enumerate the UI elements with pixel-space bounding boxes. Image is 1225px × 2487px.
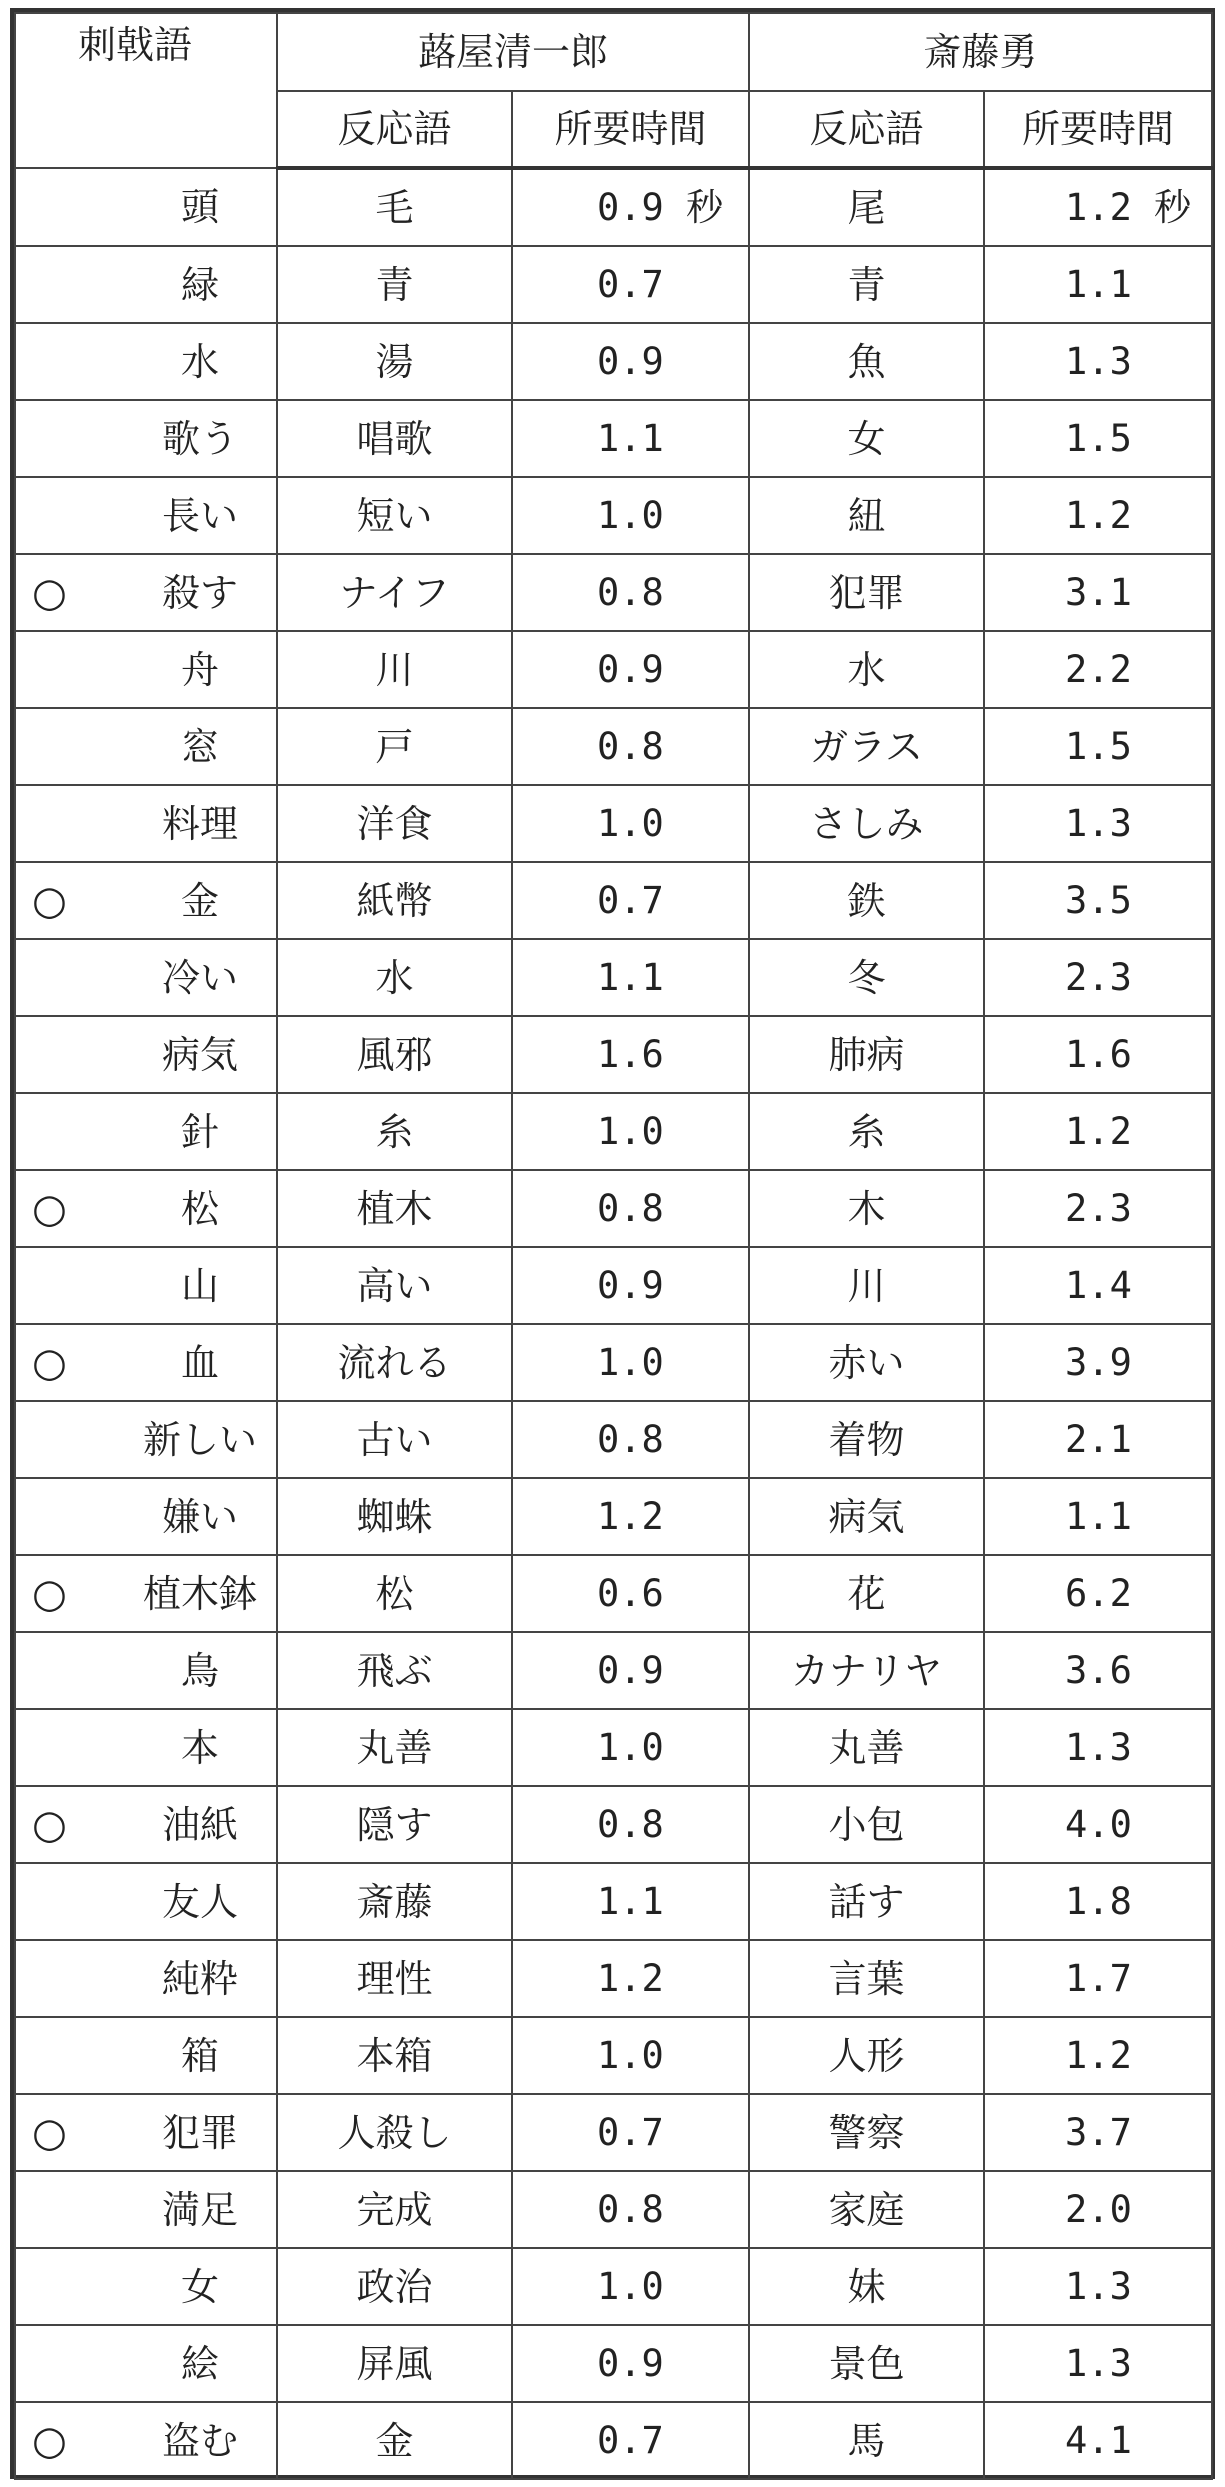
subject2-time-cell: 1.4 xyxy=(984,1247,1212,1324)
table-row xyxy=(15,939,1212,1016)
subject1-header: 蕗屋清一郎 xyxy=(277,13,749,91)
stimulus-word: 針 xyxy=(180,1109,219,1154)
table-row xyxy=(15,2325,1212,2402)
subject2-time-cell: 1.7 xyxy=(984,1940,1212,2017)
subject1-response-cell: 短い xyxy=(277,477,512,554)
subject2-time-cell: 4.0 xyxy=(984,1786,1212,1863)
stimulus-cell xyxy=(15,708,277,785)
subject1-response-cell: 唱歌 xyxy=(277,400,512,477)
stimulus-word: 油紙 xyxy=(161,1802,238,1847)
subject2-response-cell: 尾 xyxy=(749,168,984,246)
stimulus-word: 歌う xyxy=(161,416,238,461)
stimulus-cell xyxy=(15,2171,277,2248)
subject1-time-cell: 1.1 xyxy=(512,1863,749,1940)
subject1-response-cell: 理性 xyxy=(277,1940,512,2017)
subject1-time-cell: 0.8 xyxy=(512,708,749,785)
table-row xyxy=(15,1709,1212,1786)
critical-word-circle-mark: ○ xyxy=(32,1185,67,1232)
stimulus-word: 窓 xyxy=(180,724,219,769)
stimulus-cell xyxy=(15,1093,277,1170)
subject1-response-cell: 飛ぶ xyxy=(277,1632,512,1709)
table-row xyxy=(15,1401,1212,1478)
stimulus-word: 頭 xyxy=(180,185,219,229)
table-row xyxy=(15,477,1212,554)
subject2-time-cell: 1.3 xyxy=(984,1709,1212,1786)
subject1-response-cell: 湯 xyxy=(277,323,512,400)
subject1-time-cell: 1.0 xyxy=(512,1093,749,1170)
subject2-response-cell: 妹 xyxy=(749,2248,984,2325)
stimulus-word: 盗む xyxy=(161,2418,238,2463)
subject1-response-cell: 斎藤 xyxy=(277,1863,512,1940)
stimulus-cell xyxy=(15,1786,277,1863)
critical-word-circle-mark: ○ xyxy=(32,569,67,616)
subject1-response-cell: 紙幣 xyxy=(277,862,512,939)
table-row xyxy=(15,1940,1212,2017)
subject1-response-cell: 隠す xyxy=(277,1786,512,1863)
table-body xyxy=(15,168,1212,2479)
subject2-time-cell: 3.5 xyxy=(984,862,1212,939)
stimulus-cell xyxy=(15,323,277,400)
stimulus-cell xyxy=(15,2402,277,2479)
subject2-response-cell: 着物 xyxy=(749,1401,984,1478)
subject2-time-cell: 4.1 xyxy=(984,2402,1212,2479)
subject2-time-cell: 1.2 秒 xyxy=(984,168,1212,246)
subject1-time-cell: 0.9 xyxy=(512,1247,749,1324)
stimulus-word: 鳥 xyxy=(180,1648,219,1693)
stimulus-cell xyxy=(15,862,277,939)
table-row xyxy=(15,2017,1212,2094)
stimulus-word: 松 xyxy=(180,1186,219,1231)
stimulus-cell xyxy=(15,631,277,708)
subject1-time-cell: 0.7 xyxy=(512,2402,749,2479)
subject2-time-cell: 3.1 xyxy=(984,554,1212,631)
subject2-time-cell: 3.9 xyxy=(984,1324,1212,1401)
subject1-response-cell: 松 xyxy=(277,1555,512,1632)
subject2-response-cell: 人形 xyxy=(749,2017,984,2094)
table-row xyxy=(15,1555,1212,1632)
subject1-response-header: 反応語 xyxy=(277,91,512,168)
subject1-time-cell: 1.2 xyxy=(512,1940,749,2017)
subject2-time-cell: 1.1 xyxy=(984,246,1212,323)
stimulus-cell xyxy=(15,477,277,554)
subject2-response-cell: 言葉 xyxy=(749,1940,984,2017)
subject2-response-cell: 赤い xyxy=(749,1324,984,1401)
subject1-response-cell: 水 xyxy=(277,939,512,1016)
stimulus-cell xyxy=(15,2017,277,2094)
table-row xyxy=(15,1863,1212,1940)
subject2-response-cell: 川 xyxy=(749,1247,984,1324)
subject1-response-cell: 古い xyxy=(277,1401,512,1478)
subject2-response-cell: 景色 xyxy=(749,2325,984,2402)
subject1-time-cell: 0.9 xyxy=(512,2325,749,2402)
subject2-time-cell: 1.5 xyxy=(984,400,1212,477)
stimulus-word: 植木鉢 xyxy=(142,1571,257,1616)
subject2-response-header: 反応語 xyxy=(749,91,984,168)
subject2-time-cell: 2.2 xyxy=(984,631,1212,708)
subject2-response-cell: 話す xyxy=(749,1863,984,1940)
stimulus-cell xyxy=(15,785,277,862)
subject2-response-cell: 犯罪 xyxy=(749,554,984,631)
subject2-response-cell: さしみ xyxy=(749,785,984,862)
critical-word-circle-mark: ○ xyxy=(32,1339,67,1386)
stimulus-word: 友人 xyxy=(161,1879,238,1924)
stimulus-cell xyxy=(15,939,277,1016)
stimulus-word: 本 xyxy=(180,1725,219,1770)
subject1-response-cell: 政治 xyxy=(277,2248,512,2325)
subject2-time-cell: 1.3 xyxy=(984,2248,1212,2325)
subject2-response-cell: 家庭 xyxy=(749,2171,984,2248)
stimulus-word: 山 xyxy=(180,1263,219,1308)
stimulus-cell xyxy=(15,1247,277,1324)
stimulus-cell xyxy=(15,2248,277,2325)
subject1-time-cell: 1.0 xyxy=(512,1324,749,1401)
stimulus-cell xyxy=(15,1324,277,1401)
subject2-response-cell: 冬 xyxy=(749,939,984,1016)
subject2-time-cell: 1.3 xyxy=(984,323,1212,400)
subject2-response-cell: 魚 xyxy=(749,323,984,400)
subject1-response-cell: 高い xyxy=(277,1247,512,1324)
subject1-time-cell: 1.6 xyxy=(512,1016,749,1093)
stimulus-cell xyxy=(15,2094,277,2171)
table-row xyxy=(15,862,1212,939)
stimulus-cell xyxy=(15,1940,277,2017)
subject1-response-cell: ナイフ xyxy=(277,554,512,631)
stimulus-word: 絵 xyxy=(180,2341,219,2386)
subject2-time-cell: 3.6 xyxy=(984,1632,1212,1709)
subject1-time-cell: 0.7 xyxy=(512,862,749,939)
stimulus-cell xyxy=(15,1863,277,1940)
table-row xyxy=(15,1632,1212,1709)
subject2-response-cell: 丸善 xyxy=(749,1709,984,1786)
subject2-response-cell: ガラス xyxy=(749,708,984,785)
association-test-table-frame xyxy=(10,8,1215,2479)
subject2-time-cell: 2.1 xyxy=(984,1401,1212,1478)
subject1-time-cell: 0.7 xyxy=(512,246,749,323)
stimulus-word: 舟 xyxy=(180,647,219,692)
table-row xyxy=(15,168,1212,246)
subject1-time-cell: 0.8 xyxy=(512,554,749,631)
subject1-time-cell: 0.9 秒 xyxy=(512,168,749,246)
subject2-response-cell: 警察 xyxy=(749,2094,984,2171)
subject2-time-cell: 1.6 xyxy=(984,1016,1212,1093)
subject2-header: 斎藤勇 xyxy=(749,13,1212,91)
stimulus-word: 殺す xyxy=(161,570,238,615)
subject1-time-cell: 1.0 xyxy=(512,477,749,554)
table-row xyxy=(15,1170,1212,1247)
subject1-response-cell: 洋食 xyxy=(277,785,512,862)
table-row xyxy=(15,1324,1212,1401)
stimulus-word: 箱 xyxy=(180,2033,219,2078)
subject1-response-cell: 青 xyxy=(277,246,512,323)
header-row-subjects xyxy=(15,13,1212,91)
stimulus-cell xyxy=(15,1555,277,1632)
table-row xyxy=(15,2171,1212,2248)
stimulus-cell xyxy=(15,1632,277,1709)
stimulus-word: 満足 xyxy=(161,2187,238,2232)
critical-word-circle-mark: ○ xyxy=(32,877,67,924)
subject2-time-header: 所要時間 xyxy=(984,91,1212,168)
stimulus-word: 金 xyxy=(180,878,219,923)
subject1-time-cell: 1.0 xyxy=(512,1709,749,1786)
subject2-response-cell: 病気 xyxy=(749,1478,984,1555)
stimulus-word: 長い xyxy=(161,493,238,538)
subject1-response-cell: 流れる xyxy=(277,1324,512,1401)
critical-word-circle-mark: ○ xyxy=(32,2417,67,2464)
subject1-response-cell: 金 xyxy=(277,2402,512,2479)
table-row xyxy=(15,400,1212,477)
subject1-time-cell: 0.9 xyxy=(512,1632,749,1709)
stimulus-cell xyxy=(15,1709,277,1786)
table-row xyxy=(15,1016,1212,1093)
subject1-time-cell: 1.0 xyxy=(512,2248,749,2325)
table-row xyxy=(15,1093,1212,1170)
subject2-response-cell: 木 xyxy=(749,1170,984,1247)
stimulus-column-header: 刺戟語 xyxy=(15,13,277,168)
stimulus-cell xyxy=(15,554,277,631)
critical-word-circle-mark: ○ xyxy=(32,2109,67,2156)
subject1-time-cell: 1.1 xyxy=(512,400,749,477)
subject1-time-cell: 0.6 xyxy=(512,1555,749,1632)
stimulus-cell xyxy=(15,1478,277,1555)
stimulus-cell xyxy=(15,1401,277,1478)
stimulus-word: 純粋 xyxy=(161,1956,238,2001)
subject2-time-cell: 1.5 xyxy=(984,708,1212,785)
subject2-time-cell: 1.2 xyxy=(984,477,1212,554)
subject1-time-cell: 1.1 xyxy=(512,939,749,1016)
critical-word-circle-mark: ○ xyxy=(32,1570,67,1617)
subject2-time-cell: 1.2 xyxy=(984,2017,1212,2094)
subject1-response-cell: 戸 xyxy=(277,708,512,785)
stimulus-cell xyxy=(15,1170,277,1247)
subject2-time-cell: 6.2 xyxy=(984,1555,1212,1632)
subject2-response-cell: 肺病 xyxy=(749,1016,984,1093)
subject1-response-cell: 蜘蛛 xyxy=(277,1478,512,1555)
table-row xyxy=(15,1247,1212,1324)
subject1-time-cell: 1.2 xyxy=(512,1478,749,1555)
subject1-response-cell: 屏風 xyxy=(277,2325,512,2402)
stimulus-word: 嫌い xyxy=(161,1494,238,1539)
table-row xyxy=(15,2094,1212,2171)
table-row xyxy=(15,246,1212,323)
subject2-time-cell: 2.3 xyxy=(984,1170,1212,1247)
stimulus-cell xyxy=(15,2325,277,2402)
stimulus-word: 料理 xyxy=(161,801,238,846)
subject1-time-header: 所要時間 xyxy=(512,91,749,168)
subject2-response-cell: 糸 xyxy=(749,1093,984,1170)
stimulus-word: 新しい xyxy=(142,1417,257,1462)
table-row xyxy=(15,323,1212,400)
association-test-table xyxy=(14,12,1213,2480)
stimulus-word: 水 xyxy=(180,339,219,384)
subject1-time-cell: 0.8 xyxy=(512,2171,749,2248)
subject1-time-cell: 1.0 xyxy=(512,2017,749,2094)
subject2-time-cell: 1.3 xyxy=(984,2325,1212,2402)
subject1-response-cell: 糸 xyxy=(277,1093,512,1170)
stimulus-word: 犯罪 xyxy=(161,2110,238,2155)
stimulus-word: 冷い xyxy=(161,955,238,1000)
table-row xyxy=(15,554,1212,631)
stimulus-word: 病気 xyxy=(161,1032,238,1077)
subject2-time-cell: 1.1 xyxy=(984,1478,1212,1555)
stimulus-cell xyxy=(15,1016,277,1093)
subject2-time-cell: 2.3 xyxy=(984,939,1212,1016)
subject2-response-cell: 青 xyxy=(749,246,984,323)
subject2-response-cell: 水 xyxy=(749,631,984,708)
subject2-response-cell: 花 xyxy=(749,1555,984,1632)
subject1-time-cell: 0.8 xyxy=(512,1170,749,1247)
stimulus-word: 血 xyxy=(180,1340,219,1385)
subject2-time-cell: 1.8 xyxy=(984,1863,1212,1940)
stimulus-word: 緑 xyxy=(180,262,219,307)
subject2-time-cell: 3.7 xyxy=(984,2094,1212,2171)
subject1-time-cell: 0.8 xyxy=(512,1786,749,1863)
subject2-time-cell: 1.2 xyxy=(984,1093,1212,1170)
table-row xyxy=(15,631,1212,708)
subject1-response-cell: 丸善 xyxy=(277,1709,512,1786)
subject2-response-cell: 小包 xyxy=(749,1786,984,1863)
stimulus-cell xyxy=(15,168,277,246)
subject2-response-cell: 鉄 xyxy=(749,862,984,939)
table-row xyxy=(15,2248,1212,2325)
subject1-response-cell: 植木 xyxy=(277,1170,512,1247)
table-row xyxy=(15,785,1212,862)
subject2-time-cell: 2.0 xyxy=(984,2171,1212,2248)
subject2-time-cell: 1.3 xyxy=(984,785,1212,862)
stimulus-cell xyxy=(15,400,277,477)
subject1-response-cell: 毛 xyxy=(277,168,512,246)
subject2-response-cell: 馬 xyxy=(749,2402,984,2479)
subject1-response-cell: 本箱 xyxy=(277,2017,512,2094)
table-row xyxy=(15,708,1212,785)
stimulus-cell xyxy=(15,246,277,323)
table-row xyxy=(15,1786,1212,1863)
subject2-response-cell: カナリヤ xyxy=(749,1632,984,1709)
critical-word-circle-mark: ○ xyxy=(32,1801,67,1848)
subject1-response-cell: 川 xyxy=(277,631,512,708)
subject1-response-cell: 人殺し xyxy=(277,2094,512,2171)
table-row xyxy=(15,2402,1212,2479)
subject2-response-cell: 女 xyxy=(749,400,984,477)
subject1-response-cell: 完成 xyxy=(277,2171,512,2248)
subject1-time-cell: 0.8 xyxy=(512,1401,749,1478)
subject1-response-cell: 風邪 xyxy=(277,1016,512,1093)
subject1-time-cell: 0.9 xyxy=(512,323,749,400)
stimulus-word: 女 xyxy=(180,2264,219,2309)
subject1-time-cell: 1.0 xyxy=(512,785,749,862)
table-row xyxy=(15,1478,1212,1555)
subject1-time-cell: 0.7 xyxy=(512,2094,749,2171)
subject2-response-cell: 紐 xyxy=(749,477,984,554)
subject1-time-cell: 0.9 xyxy=(512,631,749,708)
